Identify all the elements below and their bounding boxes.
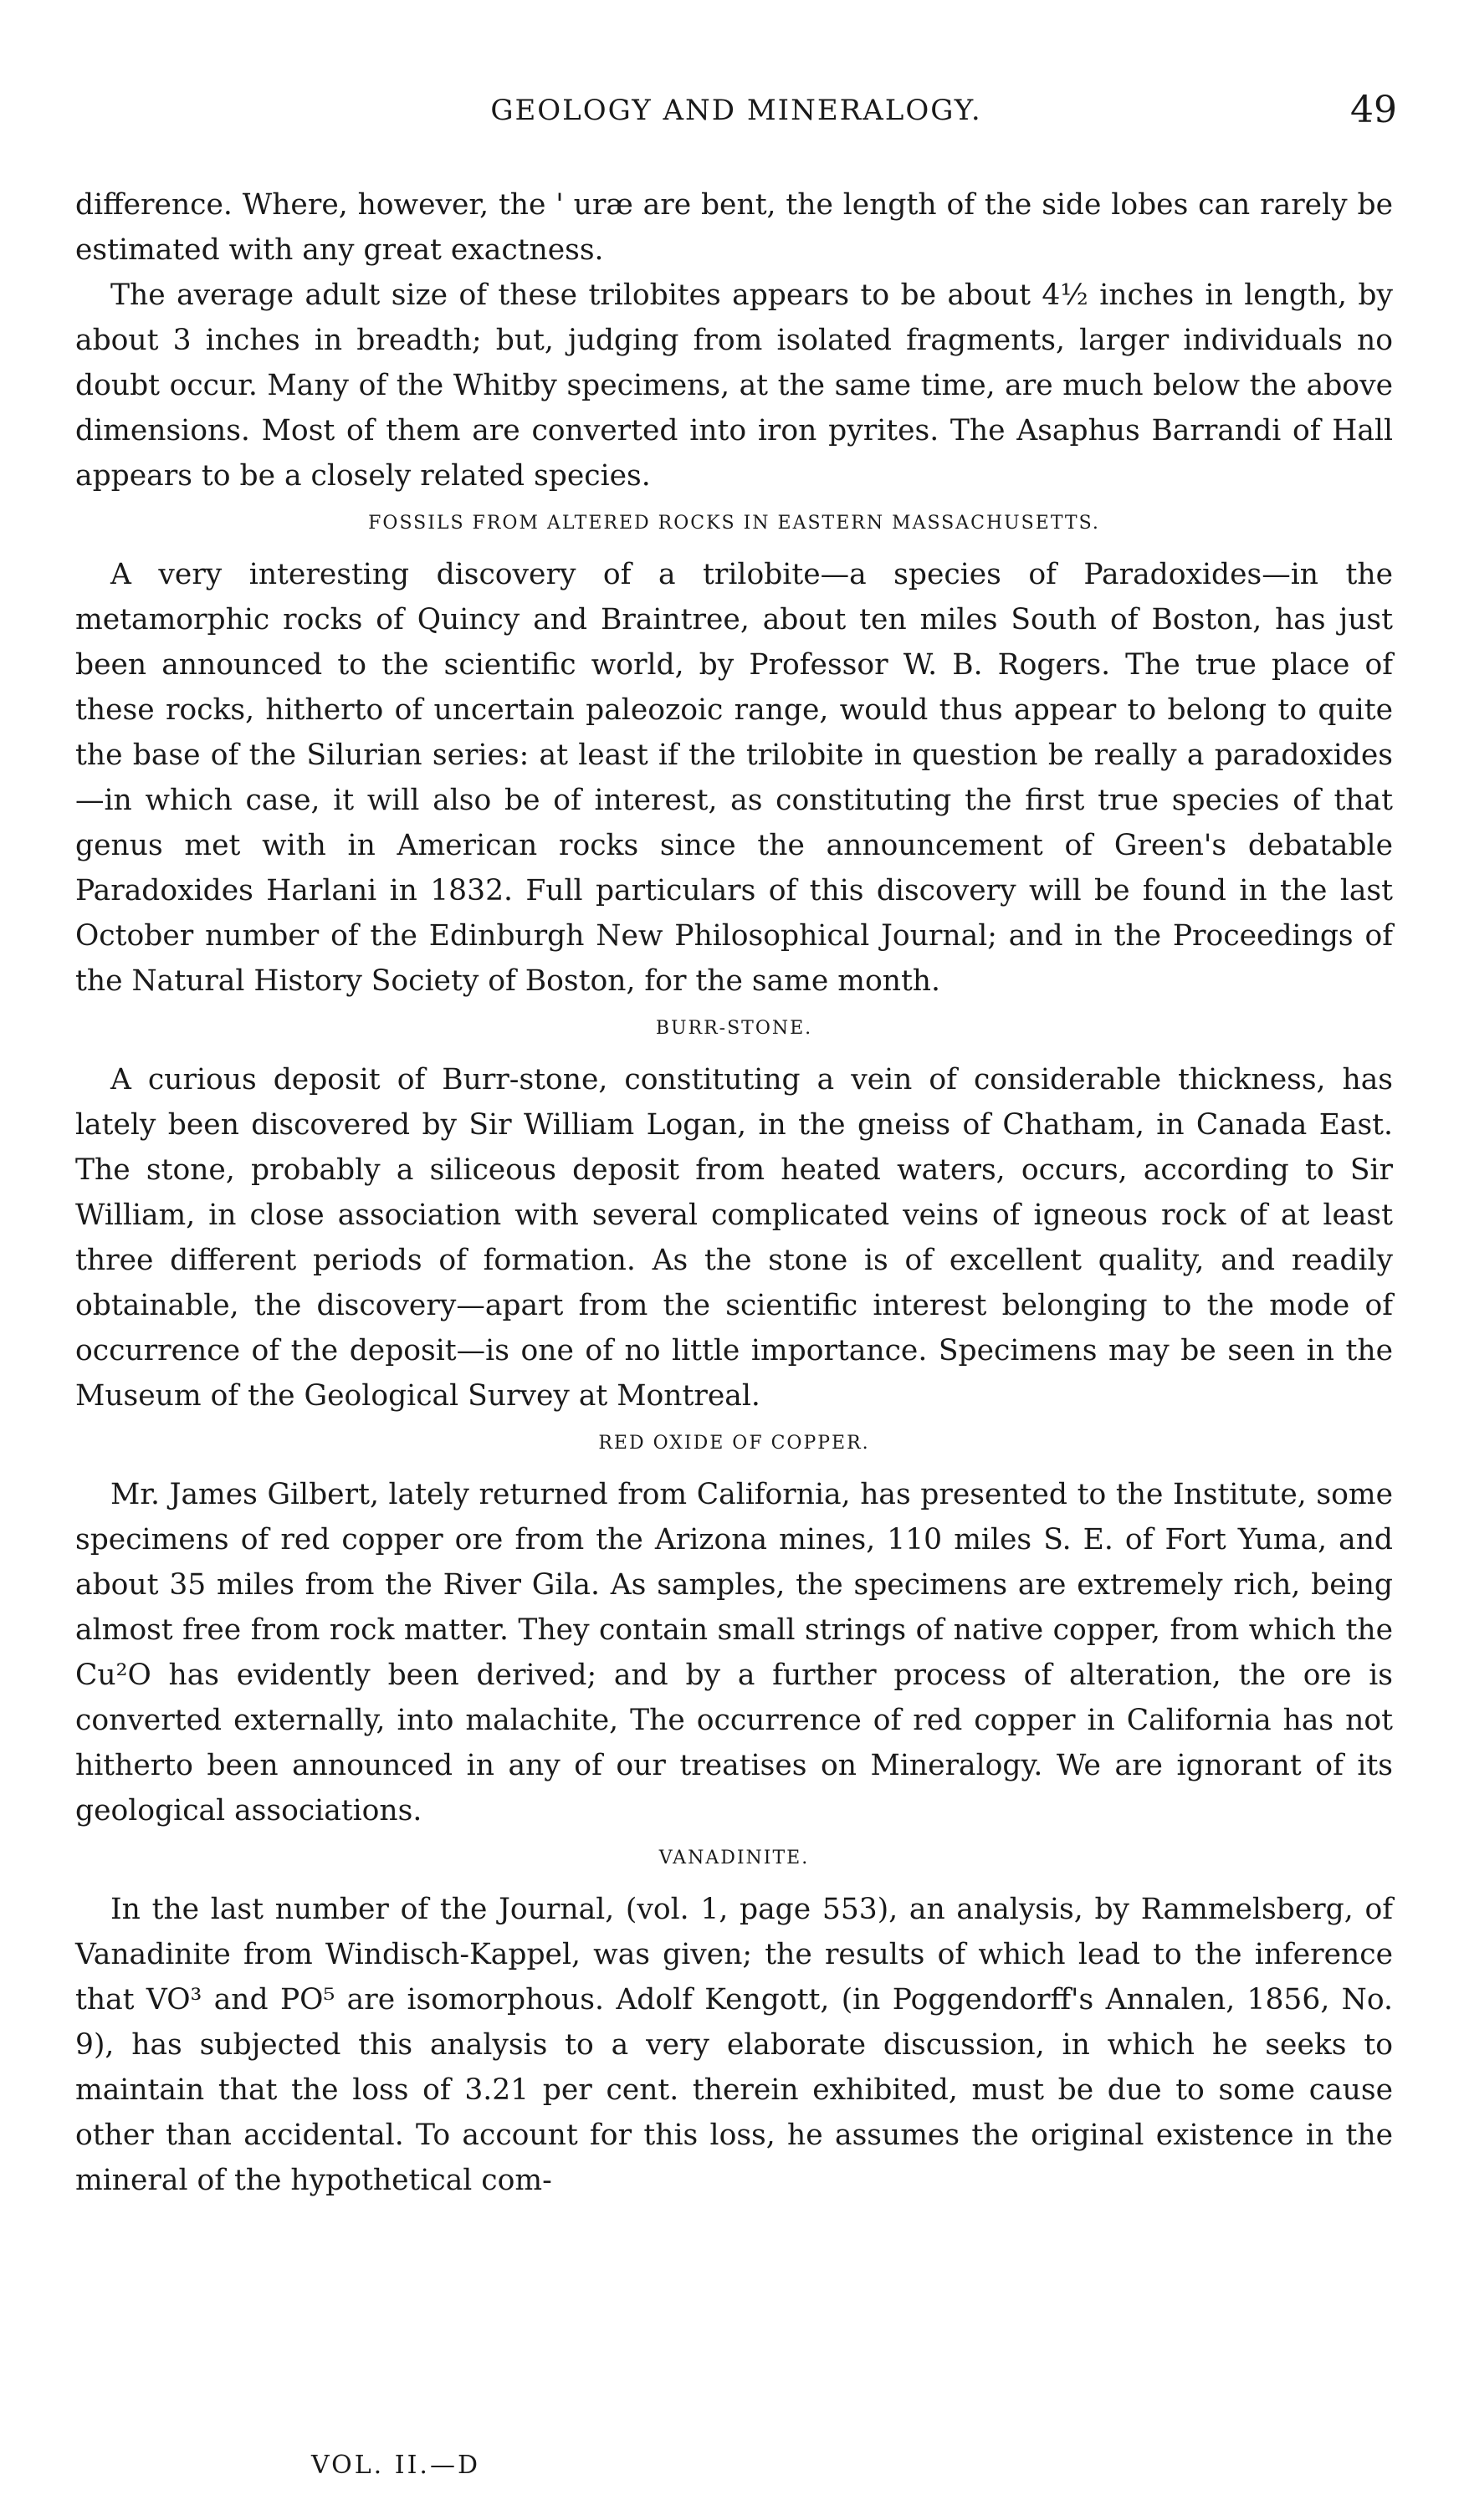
body-text	[75, 182, 1393, 2203]
section-heading: RED OXIDE OF COPPER.	[598, 1433, 870, 1454]
section-heading: FOSSILS FROM ALTERED ROCKS IN EASTERN MASSACHUSETTS.	[368, 513, 1100, 534]
section-heading: VANADINITE.	[658, 1848, 810, 1868]
section-heading: BURR-STONE.	[655, 1018, 813, 1039]
running-title: GEOLOGY AND MINERALOGY.	[490, 94, 982, 127]
paragraph: The average adult size of these trilobites appears to be about 4½ inches in length, by about 3 inches in breadth; but, judging from isolated fragments, larger individuals no doubt occur. Many of the Whitby specimens, at the same time, are much below the above dimensions. Most of them are converted into iron pyrites. The Asaphus Barrandi of Hall appears to be a closely related species.	[75, 279, 1393, 493]
paragraph: In the last number of the Journal, (vol. 1, page 553), an analysis, by Rammelsberg, of Vanadinite from Windisch-Kappel, was given; the results of which lead to the inference that VO³ and PO⁵ are isomorphous. Adolf Kengott, (in Poggendorff's Annalen, 1856, No. 9), has subjected this analysis to a very elaborate discussion, in which he seeks to maintain that the loss of 3.21 per cent. therein exhibited, must be due to some cause other than accidental. To account for this loss, he assumes the original existence in the mineral of the hypothetical com-	[75, 1893, 1393, 2197]
paragraph: difference. Where, however, the ' uræ are bent, the length of the side lobes can rarely be estimated with any great exactness.	[75, 188, 1393, 267]
paragraph: Mr. James Gilbert, lately returned from California, has presented to the Institute, some specimens of red copper ore from the Arizona mines, 110 miles S. E. of Fort Yuma, and about 35 miles from the River Gila. As samples, the specimens are extremely rich, being almost free from rock matter. They contain small strings of native copper, from which the Cu²O has evidently been derived; and by a further process of alteration, the ore is converted externally, into malachite, The occurrence of red copper in California has not hitherto been announced in any of our treatises on Mineralogy. We are ignorant of its geological associations.	[75, 1478, 1393, 1827]
signature-mark: VOL. II.—D	[311, 2451, 481, 2480]
paragraph: A very interesting discovery of a trilobite—a species of Paradoxides—in the metamorphic rocks of Quincy and Braintree, about ten miles South of Boston, has just been announced to the scientific world, by Professor W. B. Rogers. The true place of these rocks, hitherto of uncertain paleozoic range, would thus appear to belong to quite the base of the Silurian series: at least if the trilobite in question be really a paradoxides—in which case, it will also be of interest, as constituting the first true species of that genus met with in American rocks since the announcement of Green's debatable Paradoxides Harlani in 1832. Full particulars of this discovery will be found in the last October number of the Edinburgh New Philosophical Journal; and in the Proceedings of the Natural History Society of Boston, for the same month.	[75, 558, 1393, 998]
page-number: 49	[1350, 89, 1397, 131]
paragraph: A curious deposit of Burr-stone, constituting a vein of considerable thickness, has lately been discovered by Sir William Logan, in the gneiss of Chatham, in Canada East. The stone, probably a siliceous deposit from heated waters, occurs, according to Sir William, in close association with several complicated veins of igneous rock of at least three different periods of formation. As the stone is of excellent quality, and readily obtainable, the discovery—apart from the scientific interest belonging to the mode of occurrence of the deposit—is one of no little importance. Specimens may be seen in the Museum of the Geological Survey at Montreal.	[75, 1063, 1393, 1413]
page-header	[75, 89, 1397, 144]
